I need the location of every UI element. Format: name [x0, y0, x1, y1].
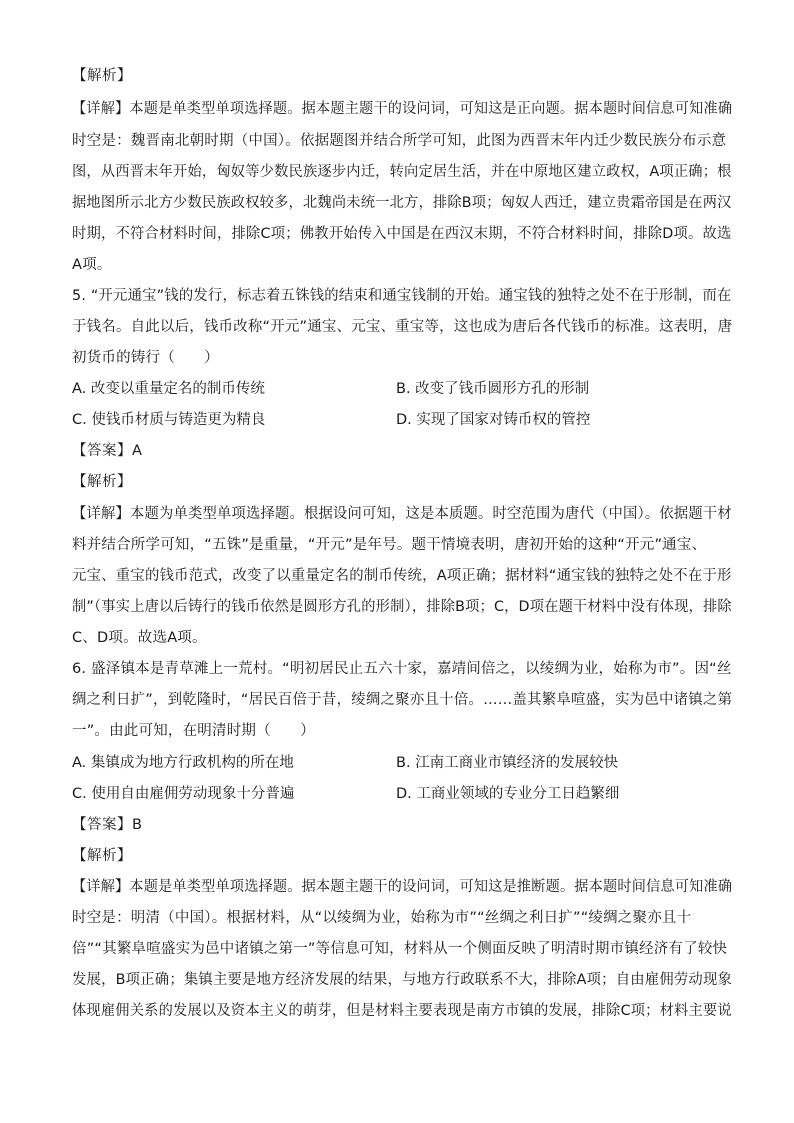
q5-detail-line: C、D项。故选A项。 — [72, 630, 207, 646]
q6-detail-line: 发展，B项正确；集镇主要是地方经济发展的结果，与地方行政联系不大，排除A项；自由雇佣劳动现象 — [72, 972, 733, 988]
q6-stem-line: 6. 盛泽镇本是青草滩上一荒村。“明初居民止五六十家，嘉靖间倍之，以绫绸为业，始称为市”。因“丝 — [72, 661, 732, 677]
q5-stem-line: 于钱名。自此以后，钱币改称“开元”通宝、元宝、重宝等，这也成为唐后各代钱币的标准。这表明，唐 — [72, 319, 733, 335]
q6-answer: 【答案】B — [72, 817, 143, 833]
q6-option-d: D. 工商业领域的专业分工日趋繁细 — [396, 786, 620, 802]
q5-answer: 【答案】A — [72, 443, 143, 459]
q5-detail-line: 制”（事实上唐以后铸行的钱币依然是圆形方孔的形制），排除B项；C，D项在题干材料中没有体现，排除 — [72, 599, 732, 615]
q5-option-a: A. 改变以重量定名的制币传统 — [72, 381, 265, 397]
q4-detail-line: 【详解】本题是单类型单项选择题。据本题主题干的设问词，可知这是正向题。据本题时间信息可知准确 — [72, 101, 733, 117]
q6-stem-line: 绸之利日扩”，到乾隆时，“居民百倍于昔，绫绸之聚亦且十倍。……盖其繁阜喧盛，实为邑中诸镇之第 — [72, 692, 733, 708]
q6-stem-line: 一”。由此可知，在明清时期（ ） — [72, 723, 315, 739]
q5-option-c: C. 使钱币材质与铸造更为精良 — [72, 412, 266, 428]
q4-detail-line: 时期，不符合材料时间，排除C项；佛教开始传入中国是在西汉末期，不符合材料时间，排除D项。故选 — [72, 226, 732, 242]
q5-detail-line: 【详解】本题为单类型单项选择题。根据设问可知，这是本质题。时空范围为唐代（中国）。依据题干材 — [72, 506, 732, 522]
q5-stem-line: 初货币的铸行（ ） — [72, 350, 219, 366]
q6-analysis-tag: 【解析】 — [72, 848, 132, 864]
q6-detail-line: 倍”“其繁阜喧盛实为邑中诸镇之第一”等信息可知，材料从一个侧面反映了明清时期市镇经济有了较快 — [72, 941, 728, 957]
q5-stem-line: 5. “开元通宝”钱的发行，标志着五铢钱的结束和通宝钱制的开始。通宝钱的独特之处不在于形制，而在 — [72, 288, 732, 304]
q4-detail-line: 时空是：魏晋南北朝时期（中国）。依据题图并结合所学可知，此图为西晋末年内迁少数民族分布示意 — [72, 133, 727, 149]
q4-detail-line: 据地图所示北方少数民族政权较多，北魏尚未统一北方，排除B项；匈奴人西迁，建立贵霜帝国是在两汉 — [72, 195, 732, 211]
q5-analysis-tag: 【解析】 — [72, 474, 132, 490]
q6-detail-line: 时空是：明清（中国）。根据材料，从“以绫绸为业，始称为市”“丝绸之利日扩”“绫绸之聚亦且十 — [72, 910, 692, 926]
q5-detail-line: 料并结合所学可知，“五铢”是重量，“开元”是年号。题干情境表明，唐初开始的这种“开元”通宝、 — [72, 537, 707, 553]
q5-option-b: B. 改变了钱币圆形方孔的形制 — [396, 381, 590, 397]
q6-detail-line: 体现雇佣关系的发展以及资本主义的萌芽，但是材料主要表现是南方市镇的发展，排除C项；材料主要说 — [72, 1003, 732, 1019]
q4-detail-line: A项。 — [72, 257, 112, 273]
q6-option-c: C. 使用自由雇佣劳动现象十分普遍 — [72, 786, 295, 802]
q5-option-d: D. 实现了国家对铸币权的管控 — [396, 412, 591, 428]
q6-option-b: B. 江南工商业市镇经济的发展较快 — [396, 755, 619, 771]
q6-detail-line: 【详解】本题是单类型单项选择题。据本题主题干的设问词，可知这是推断题。据本题时间信息可知准确 — [72, 879, 733, 895]
q4-analysis-tag: 【解析】 — [72, 68, 132, 84]
q5-detail-line: 元宝、重宝的钱币范式，改变了以重量定名的制币传统，A项正确；据材料“通宝钱的独特之处不在于形 — [72, 568, 732, 584]
q6-option-a: A. 集镇成为地方行政机构的所在地 — [72, 755, 294, 771]
q4-detail-line: 图，从西晋末年开始，匈奴等少数民族逐步内迁，转向定居生活，并在中原地区建立政权，A项正确；根 — [72, 164, 732, 180]
